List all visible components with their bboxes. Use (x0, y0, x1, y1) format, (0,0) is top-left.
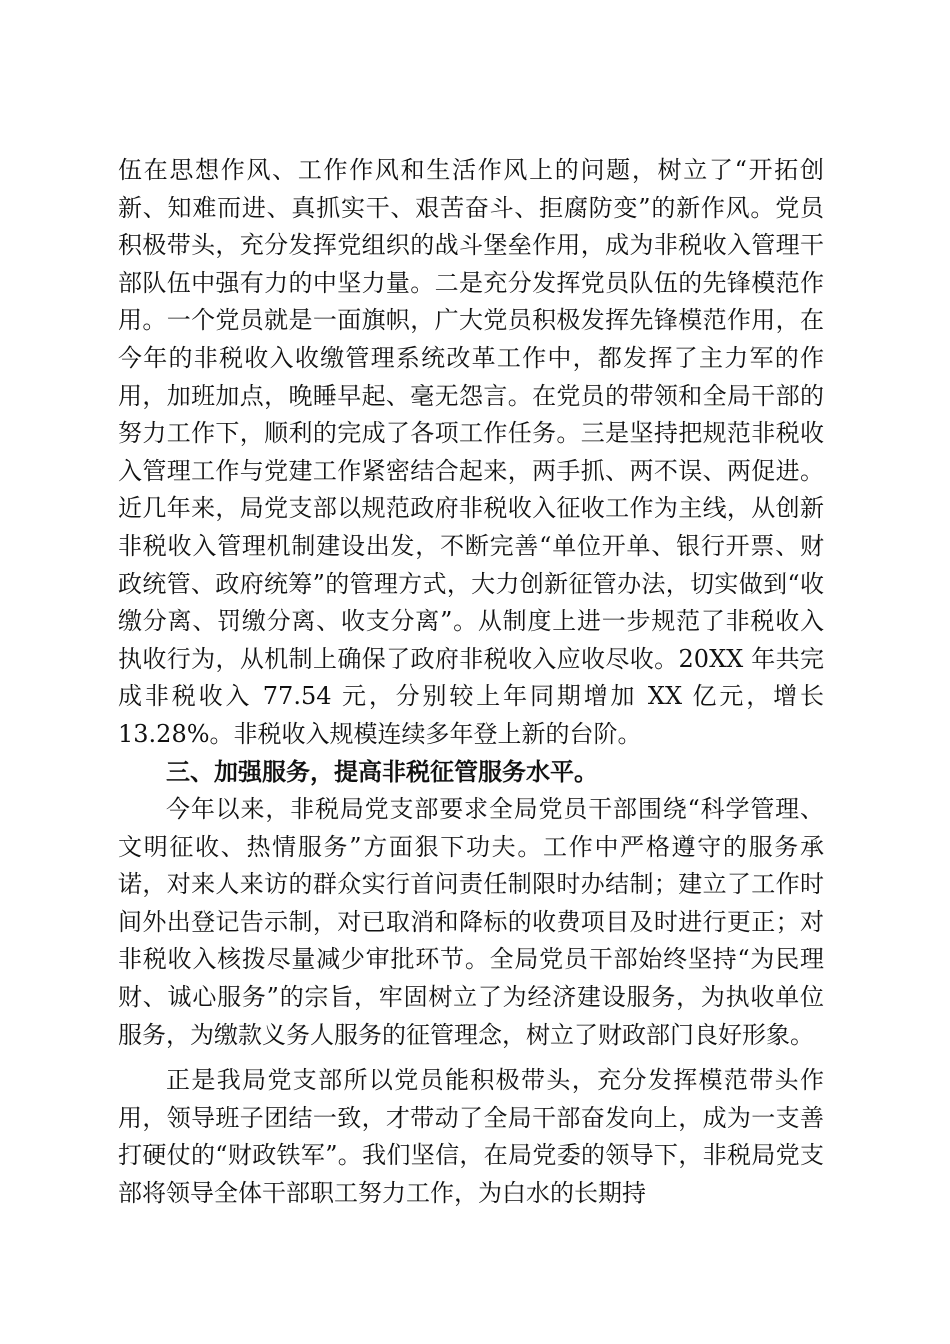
section-heading: 三、加强服务，提高非税征管服务水平。 (166, 757, 598, 786)
paragraph-service: 今年以来，非税局党支部要求全局党员干部围绕“科学管理、文明征收、热情服务”方面狠下功夫。工作中严格遵守的服务承诺，对来人来访的群众实行首问责任制限时办结制；建立了工作时间外出登记告示制，对已取消和降标的收费项目及时进行更正；对非税收入核拨尽量减少审批环节。全局党员干部始终坚持“为民理财、诚心服务”的宗旨，牢固树立了为经济建设服务，为执收单位服务，为缴款义务人服务的征管理念，树立了财政部门良好形象。 (118, 795, 824, 1049)
paragraph-party-work: 伍在思想作风、工作作风和生活作风上的问题，树立了“开拓创新、知难而进、真抓实干、艰苦奋斗、拒腐防变”的新作风。党员积极带头，充分发挥党组织的战斗堡垒作用，成为非税收入管理干部队伍中强有力的中坚力量。二是充分发挥党员队伍的先锋模范作用。一个党员就是一面旗帜，广大党员积极发挥先锋模范作用，在今年的非税收入收缴管理系统改革工作中，都发挥了主力军的作用，加班加点，晚睡早起、毫无怨言。在党员的带领和全局干部的努力工作下，顺利的完成了各项工作任务。三是坚持把规范非税收入管理工作与党建工作紧密结合起来，两手抓、两不误、两促进。近几年来，局党支部以规范政府非税收入征收工作为主线，从创新非税收入管理机制建设出发，不断完善“单位开单、银行开票、财政统管、政府统筹”的管理方式，大力创新征管办法，切实做到“收缴分离、罚缴分离、收支分离”。从制度上进一步规范了非税收入执收行为，从机制上确保了政府非税收入应收尽收。20XX 年共完成非税收入 77.54 元，分别较上年同期增加 XX 亿元，增长13.28%。非税收入规模连续多年登上新的台阶。 (118, 156, 824, 748)
paragraph-spacer (118, 1054, 824, 1062)
document-body (118, 152, 824, 1213)
paragraph-conclusion: 正是我局党支部所以党员能积极带头，充分发挥模范带头作用，领导班子团结一致，才带动了全局干部奋发向上，成为一支善打硬仗的“财政铁军”。我们坚信，在局党委的领导下，非税局党支部将领导全体干部职工努力工作，为白水的长期持 (118, 1066, 824, 1208)
